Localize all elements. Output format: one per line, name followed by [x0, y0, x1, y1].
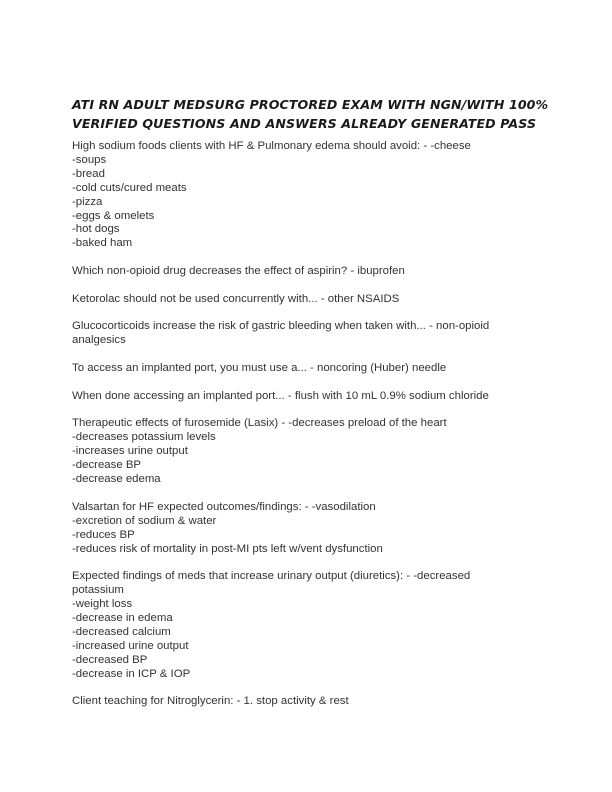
document-title-line: ATI RN ADULT MEDSURG PROCTORED EXAM WITH NGN/WITH 100%	[72, 97, 549, 112]
answer-line: -decreased calcium	[72, 625, 171, 638]
answer-line: -baked ham	[72, 237, 133, 250]
answer-line: potassium	[72, 584, 124, 597]
question-text: When done accessing an implanted port... - flush with 10 mL 0.9% sodium chloride	[72, 389, 489, 402]
answer-line: -decrease edema	[72, 473, 161, 486]
question-text: Therapeutic effects of furosemide (Lasix) - -decreases preload of the heart	[72, 417, 447, 430]
question-text: Expected findings of meds that increase urinary output (diuretics): - -decreased	[72, 570, 471, 583]
answer-line: -decrease BP	[72, 459, 142, 472]
answer-line: -eggs & omelets	[72, 209, 155, 222]
answer-line: -excretion of sodium & water	[72, 514, 217, 527]
document-title	[72, 95, 552, 133]
question-answer-list	[72, 140, 532, 723]
question-text: Client teaching for Nitroglycerin: - 1. stop activity & rest	[72, 695, 349, 708]
question-answer-item	[72, 320, 532, 348]
answer-line: -decrease in edema	[72, 611, 173, 624]
answer-line: -increased urine output	[72, 639, 189, 652]
answer-line: -bread	[72, 167, 105, 180]
question-text: Glucocorticoids increase the risk of gastric bleeding when taken with... - non-opioid	[72, 320, 490, 333]
document-title-line: VERIFIED QUESTIONS AND ANSWERS ALREADY GENERATED PASS	[72, 116, 537, 131]
question-answer-item	[72, 695, 532, 709]
question-answer-item	[72, 390, 532, 404]
answer-line: -reduces BP	[72, 528, 135, 541]
answer-line: -decreases potassium levels	[72, 431, 216, 444]
answer-line: analgesics	[72, 334, 126, 347]
question-answer-item	[72, 417, 532, 487]
question-text: Ketorolac should not be used concurrently with... - other NSAIDS	[72, 292, 400, 305]
answer-line: -pizza	[72, 195, 103, 208]
answer-line: -cold cuts/cured meats	[72, 181, 187, 194]
answer-line: -reduces risk of mortality in post-MI pts left w/vent dysfunction	[72, 542, 383, 555]
answer-line: -increases urine output	[72, 445, 188, 458]
question-answer-item	[72, 362, 532, 376]
question-answer-item	[72, 140, 532, 251]
question-answer-item	[72, 570, 532, 681]
question-answer-item	[72, 265, 532, 279]
answer-line: -weight loss	[72, 598, 133, 611]
answer-line: -hot dogs	[72, 223, 120, 236]
answer-line: -decreased BP	[72, 653, 148, 666]
question-text: High sodium foods clients with HF & Pulmonary edema should avoid: - -cheese	[72, 140, 471, 152]
question-text: Valsartan for HF expected outcomes/findings: - -vasodilation	[72, 500, 376, 513]
question-text: Which non-opioid drug decreases the effect of aspirin? - ibuprofen	[72, 265, 405, 278]
answer-line: -decrease in ICP & IOP	[72, 667, 191, 680]
question-answer-item	[72, 501, 532, 557]
question-text: To access an implanted port, you must use a... - noncoring (Huber) needle	[72, 362, 447, 375]
answer-line: -soups	[72, 153, 107, 166]
question-answer-item	[72, 293, 532, 307]
